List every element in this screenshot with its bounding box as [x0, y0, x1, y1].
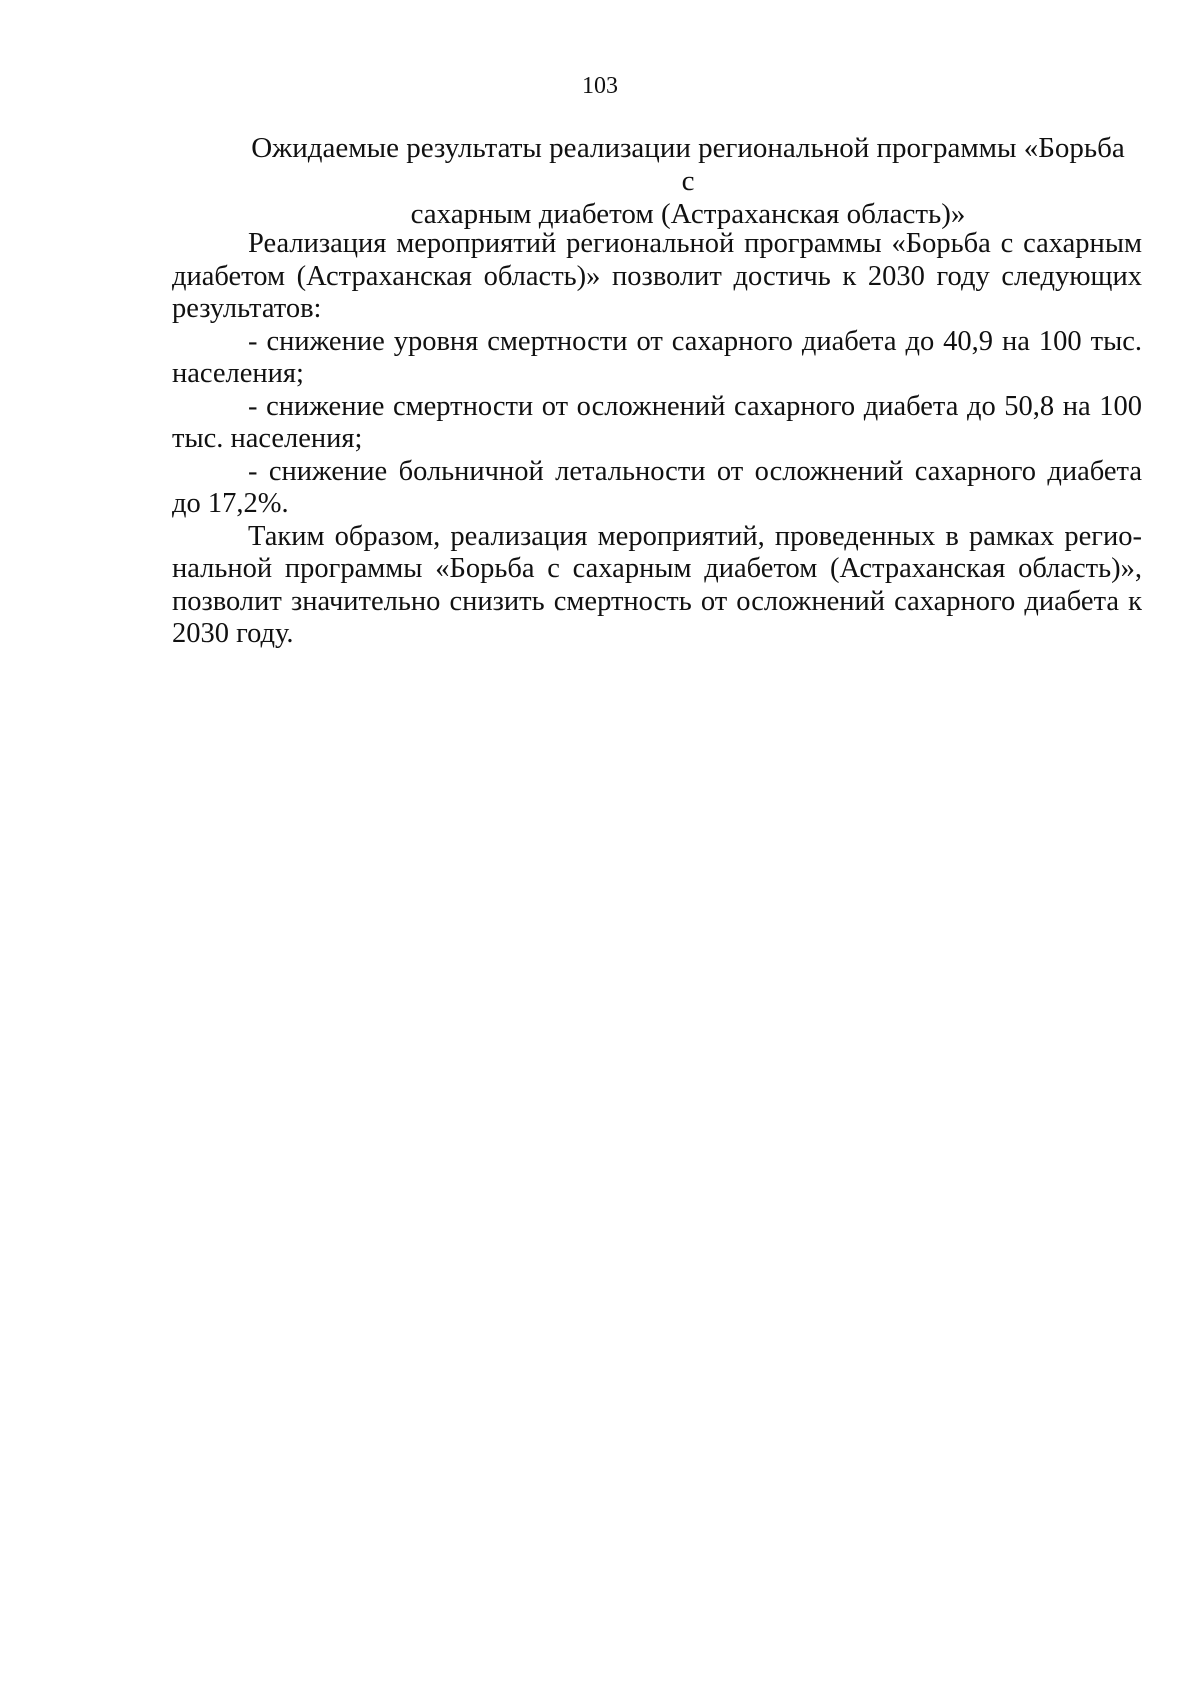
- page-number: 103: [582, 73, 618, 99]
- intro-paragraph: Реализация мероприятий региональной программы «Борьба с сахарным диабетом (Астраханская область)» позволит достичь к 2030 году следующих результатов:: [172, 228, 1142, 324]
- conclusion-paragraph: Таким образом, реализация мероприятий, проведенных в рамках региональной программы «Борьба с сахарным диабетом (Астраханская область)», позволит значительно снизить смертность от осложнений сахарного диабета к 2030 году.: [172, 520, 1142, 649]
- result-item-hospital-lethality: - снижение больничной летальности от осложнений сахарного диабета до 17,2%.: [172, 455, 1142, 519]
- body-text: [172, 228, 1142, 651]
- section-heading: [248, 132, 1128, 231]
- section-heading-line-1: Ожидаемые результаты реализации региональной программы «Борьба с: [251, 132, 1125, 197]
- result-item-complication-mortality: - снижение смертности от осложнений сахарного диабета до 50,8 на 100 тыс. населения;: [172, 390, 1142, 454]
- section-heading-line-2: сахарным диабетом (Астраханская область)»: [410, 198, 966, 230]
- result-item-mortality: - снижение уровня смертности от сахарного диабета до 40,9 на 100 тыс. населения;: [172, 325, 1142, 389]
